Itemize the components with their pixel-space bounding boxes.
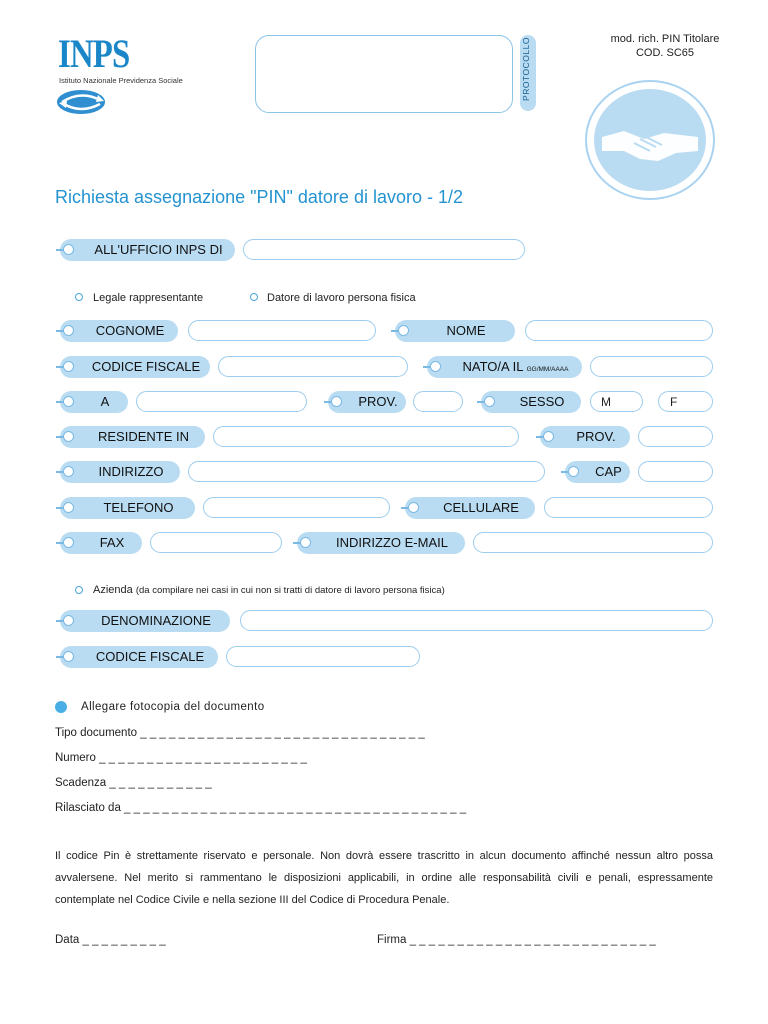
telefono-label: TELEFONO xyxy=(103,500,174,515)
tag-codice-fiscale xyxy=(60,356,210,378)
handshake-icon xyxy=(594,89,706,191)
fax-label: FAX xyxy=(99,535,125,550)
protocol-box[interactable] xyxy=(255,35,513,113)
cap-input[interactable] xyxy=(638,461,713,482)
indirizzo-label: INDIRIZZO xyxy=(98,464,164,479)
cap-label: CAP xyxy=(595,464,622,479)
radio-employer-person[interactable] xyxy=(250,293,258,301)
luogo-label: A xyxy=(100,394,110,409)
tag-cap xyxy=(565,461,630,483)
model-line-1: mod. rich. PIN Titolare xyxy=(610,33,720,45)
inps-logo: INPS xyxy=(58,31,130,76)
residente-input[interactable] xyxy=(213,426,519,447)
tag-cognome xyxy=(60,320,178,342)
sex-m-box[interactable]: M xyxy=(590,391,643,412)
tag-office xyxy=(60,239,235,261)
tag-nato-il xyxy=(427,356,582,378)
codice-fiscale-label: CODICE FISCALE xyxy=(91,359,201,374)
company-cf-label: CODICE FISCALE xyxy=(95,649,205,664)
logo-subtitle: Istituto Nazionale Previdenza Sociale xyxy=(59,76,183,85)
sesso-label: SESSO xyxy=(519,394,565,409)
tag-prov xyxy=(328,391,406,413)
azienda-option xyxy=(93,584,445,596)
tag-cellulare xyxy=(405,497,535,519)
company-cf-input[interactable] xyxy=(226,646,420,667)
office-input[interactable] xyxy=(243,239,525,260)
firma-line[interactable]: Firma _ _ _ _ _ _ _ _ _ _ _ _ _ _ _ _ _ _ _ _ _ _ _ _ _ _ xyxy=(377,934,656,946)
prov-input[interactable] xyxy=(413,391,463,412)
telefono-input[interactable] xyxy=(203,497,390,518)
prov-label: PROV. xyxy=(358,394,398,409)
azienda-label: Azienda xyxy=(93,584,133,596)
tag-denominazione xyxy=(60,610,230,632)
nato-il-text: NATO/A IL xyxy=(462,359,523,374)
inps-arrows-icon xyxy=(54,86,108,118)
birthdate-input[interactable] xyxy=(590,356,713,377)
office-label: ALL'UFFICIO INPS DI xyxy=(94,242,223,257)
denominazione-input[interactable] xyxy=(240,610,713,631)
legal-rep-label: Legale rappresentante xyxy=(93,292,204,304)
residente-label: RESIDENTE IN xyxy=(97,429,189,444)
nato-il-label xyxy=(427,356,582,381)
employer-person-label: Datore di lavoro persona fisica xyxy=(267,292,416,304)
tag-telefono xyxy=(60,497,195,519)
tag-email xyxy=(297,532,465,554)
tag-luogo xyxy=(60,391,128,413)
data-line[interactable]: Data _ _ _ _ _ _ _ _ _ xyxy=(55,934,166,946)
tag-fax xyxy=(60,532,142,554)
rilasciato-line[interactable]: Rilasciato da _ _ _ _ _ _ _ _ _ _ _ _ _ _ _ _ _ _ _ _ _ _ _ _ _ _ _ _ _ _ _ _ _ _ _ _ xyxy=(55,802,467,814)
tag-residente xyxy=(60,426,205,448)
azienda-note: (da compilare nei casi in cui non si tratti di datore di lavoro persona fisica) xyxy=(135,585,445,596)
tag-prov-res xyxy=(540,426,630,448)
disclaimer-text: Il codice Pin è strettamente riservato e personale. Non dovrà essere trascritto in alcun documento affinché nessun altro possa avvalersene. Nel merito si rammentano le disposizioni applicabili, in ordine alle responsabilità civili e penali, espressamente contemplate nel Codice Civile e nella sezione III del Codice di Procedura Penale. xyxy=(55,850,713,906)
sex-f-box[interactable]: F xyxy=(658,391,713,412)
radio-legal-rep[interactable] xyxy=(75,293,83,301)
cognome-label: COGNOME xyxy=(95,323,165,338)
page-title: Richiesta assegnazione "PIN" datore di lavoro - 1/2 xyxy=(55,187,463,207)
nome-label: NOME xyxy=(446,323,486,338)
tag-sesso xyxy=(481,391,581,413)
cellulare-input[interactable] xyxy=(544,497,713,518)
prov-res-input[interactable] xyxy=(638,426,713,447)
birthplace-input[interactable] xyxy=(136,391,307,412)
indirizzo-input[interactable] xyxy=(188,461,545,482)
tag-company-cf xyxy=(60,646,218,668)
document-heading: Allegare fotocopia del documento xyxy=(81,701,265,713)
email-input[interactable] xyxy=(473,532,713,553)
scadenza-line[interactable]: Scadenza _ _ _ _ _ _ _ _ _ _ _ xyxy=(55,777,212,789)
model-line-2: COD. SC65 xyxy=(635,47,695,59)
fax-input[interactable] xyxy=(150,532,282,553)
denominazione-label: DENOMINAZIONE xyxy=(101,613,211,628)
handshake-seal xyxy=(585,80,715,200)
nome-input[interactable] xyxy=(525,320,713,341)
tipo-documento-line[interactable]: Tipo documento _ _ _ _ _ _ _ _ _ _ _ _ _ _ _ _ _ _ _ _ _ _ _ _ _ _ _ _ _ _ xyxy=(55,727,425,739)
tag-nome xyxy=(395,320,515,342)
cellulare-label: CELLULARE xyxy=(443,500,519,515)
tag-indirizzo xyxy=(60,461,180,483)
numero-line[interactable]: Numero _ _ _ _ _ _ _ _ _ _ _ _ _ _ _ _ _ _ _ _ _ _ xyxy=(55,752,307,764)
codice-fiscale-input[interactable] xyxy=(218,356,408,377)
model-code xyxy=(575,32,755,60)
email-label: INDIRIZZO E-MAIL xyxy=(336,535,448,550)
prov-res-label: PROV. xyxy=(576,429,616,444)
cognome-input[interactable] xyxy=(188,320,376,341)
date-format-hint: GG/MM/AAAA xyxy=(526,366,569,373)
bullet-icon xyxy=(55,701,67,713)
protocol-label: PROTOCOLLO xyxy=(521,37,531,101)
radio-azienda[interactable] xyxy=(75,586,83,594)
